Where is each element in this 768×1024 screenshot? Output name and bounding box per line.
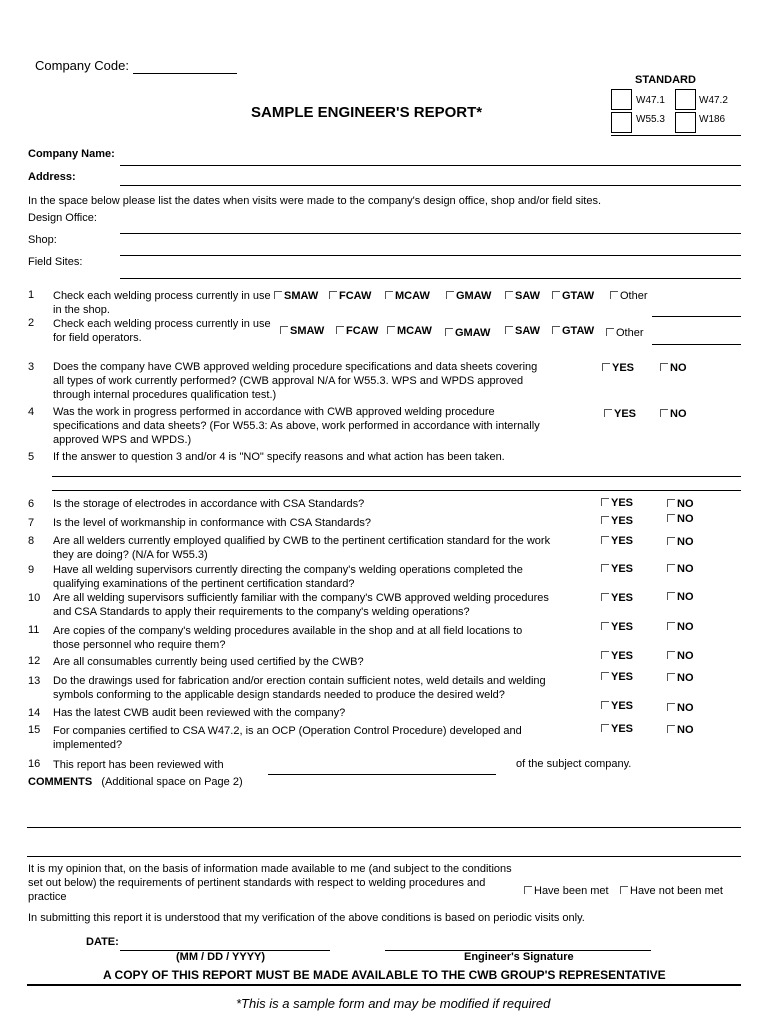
no-label: NO (677, 650, 694, 662)
q6-number: 6 (28, 498, 35, 510)
company-code-field[interactable] (133, 73, 237, 74)
q13-line: symbols conforming to the applicable design standards needed to produce the desired weld? (53, 689, 505, 701)
standard-checkbox-w55-3[interactable] (611, 112, 632, 133)
q2-gmaw-checkbox[interactable] (445, 327, 490, 339)
process-label: GMAW (455, 327, 491, 339)
submitting-statement: In submitting this report it is understood that my verification of the above conditions is based on periodic visits only. (28, 912, 585, 924)
have-not-been-met-label: Have not been met (630, 885, 723, 897)
q12-no-checkbox[interactable] (667, 650, 694, 662)
q5-answer-line[interactable] (52, 490, 741, 491)
q15-number: 15 (28, 724, 41, 736)
q8-no-checkbox[interactable] (667, 536, 694, 548)
q14-number: 14 (28, 707, 41, 719)
yes-label: YES (611, 621, 634, 633)
q13-text (53, 674, 546, 702)
q11-text (53, 624, 522, 652)
no-label: NO (670, 408, 687, 420)
address-field[interactable] (120, 185, 741, 186)
q1-line: in the shop. (53, 304, 110, 316)
q1-gtaw-checkbox[interactable] (552, 290, 594, 302)
date-label: DATE: (86, 936, 119, 948)
q15-line: implemented? (53, 739, 123, 751)
checkbox-icon (274, 291, 282, 299)
checkbox-icon (280, 326, 288, 334)
checkbox-icon (660, 409, 668, 417)
company-code-label: Company Code: (35, 58, 129, 73)
checkbox-icon (601, 564, 609, 572)
shop-label: Shop: (28, 234, 57, 246)
q9-line: Have all welding supervisors currently directing the company's welding operations completed the (53, 564, 523, 576)
process-label: FCAW (339, 290, 372, 302)
checkbox-icon (667, 622, 675, 630)
checkbox-icon (601, 498, 609, 506)
q14-no-checkbox[interactable] (667, 702, 694, 714)
q6-no-checkbox[interactable] (667, 498, 694, 510)
q1-mcaw-checkbox[interactable] (385, 290, 430, 302)
checkbox-icon (667, 725, 675, 733)
yes-label: YES (611, 592, 634, 604)
q4-number: 4 (28, 406, 35, 418)
yes-label: YES (611, 671, 634, 683)
q12-text: Are all consumables currently being used certified by the CWB? (53, 656, 364, 668)
opinion-line: practice (28, 891, 67, 903)
address-label: Address: (28, 171, 76, 183)
q5-text: If the answer to question 3 and/or 4 is "NO" specify reasons and what action has been taken. (53, 451, 505, 463)
process-label: Other (620, 290, 648, 302)
checkbox-icon (445, 328, 453, 336)
no-label: NO (677, 621, 694, 633)
checkbox-icon (601, 724, 609, 732)
q2-other-checkbox[interactable] (606, 327, 644, 339)
checkbox-icon (552, 326, 560, 334)
checkbox-icon (610, 291, 618, 299)
process-label: GMAW (456, 290, 492, 302)
standard-divider (611, 135, 741, 136)
no-label: NO (677, 563, 694, 575)
q9-no-checkbox[interactable] (667, 563, 694, 575)
q1-saw-checkbox[interactable] (505, 290, 540, 302)
checkbox-icon (524, 886, 532, 894)
no-label: NO (677, 536, 694, 548)
checkbox-icon (601, 516, 609, 524)
checkbox-icon (667, 499, 675, 507)
q2-fcaw-checkbox[interactable] (336, 325, 378, 337)
q6-yes-checkbox[interactable] (601, 497, 633, 509)
q1-fcaw-checkbox[interactable] (329, 290, 371, 302)
standard-label: STANDARD (635, 74, 696, 86)
engineer-signature-label: Engineer's Signature (464, 951, 574, 963)
q11-no-checkbox[interactable] (667, 621, 694, 633)
process-label: GTAW (562, 325, 595, 337)
q16-number: 16 (28, 758, 41, 770)
q12-number: 12 (28, 655, 41, 667)
company-name-field[interactable] (120, 165, 741, 166)
checkbox-icon (505, 326, 513, 334)
yes-label: YES (612, 362, 635, 374)
q1-smaw-checkbox[interactable] (274, 290, 318, 302)
q8-number: 8 (28, 535, 35, 547)
opinion-text (28, 862, 512, 904)
standard-w47-2-label: W47.2 (699, 95, 728, 106)
checkbox-icon (667, 651, 675, 659)
yes-label: YES (611, 650, 634, 662)
checkbox-icon (660, 363, 668, 371)
checkbox-icon (601, 672, 609, 680)
q2-smaw-checkbox[interactable] (280, 325, 324, 337)
field-sites-label: Field Sites: (28, 256, 83, 268)
yes-label: YES (611, 497, 634, 509)
q7-no-checkbox[interactable] (667, 513, 694, 525)
checkbox-icon (601, 536, 609, 544)
standard-checkbox-w47-2[interactable] (675, 89, 696, 110)
q13-yes-checkbox[interactable] (601, 671, 633, 683)
standard-checkbox-w47-1[interactable] (611, 89, 632, 110)
process-label: MCAW (395, 290, 430, 302)
visits-intro: In the space below please list the dates when visits were made to the company's design office, shop and/or field sites. (28, 195, 601, 207)
checkbox-icon (604, 409, 612, 417)
q14-yes-checkbox[interactable] (601, 700, 633, 712)
checkbox-icon (601, 622, 609, 630)
company-name-label: Company Name: (28, 148, 115, 160)
q14-text: Has the latest CWB audit been reviewed with the company? (53, 707, 346, 719)
page-title: SAMPLE ENGINEER'S REPORT* (251, 104, 483, 121)
q9-line: qualifying examinations of the pertinent certification standard? (53, 578, 355, 590)
q10-line: Are all welding supervisors sufficiently familiar with the company's CWB approved welding procedures (53, 592, 549, 604)
no-label: NO (677, 513, 694, 525)
checkbox-icon (601, 651, 609, 659)
checkbox-icon (667, 564, 675, 572)
q1-other-field[interactable] (652, 316, 741, 317)
q3-number: 3 (28, 361, 35, 373)
checkbox-icon (385, 291, 393, 299)
comments-field[interactable] (27, 827, 741, 828)
no-label: NO (677, 672, 694, 684)
q5-answer-line[interactable] (52, 476, 741, 477)
q16-suffix: of the subject company. (516, 758, 632, 770)
process-label: FCAW (346, 325, 379, 337)
q7-yes-checkbox[interactable] (601, 515, 633, 527)
copy-notice: A COPY OF THIS REPORT MUST BE MADE AVAILABLE TO THE CWB GROUP'S REPRESENTATIVE (103, 968, 666, 982)
q5-number: 5 (28, 451, 35, 463)
no-label: NO (677, 498, 694, 510)
checkbox-icon (505, 291, 513, 299)
checkbox-icon (667, 514, 675, 522)
design-office-label: Design Office: (28, 212, 97, 224)
q3-no-checkbox[interactable] (660, 362, 687, 374)
q15-yes-checkbox[interactable] (601, 723, 633, 735)
no-label: NO (677, 702, 694, 714)
q2-other-field[interactable] (652, 344, 741, 345)
q11-line: those personnel who require them? (53, 639, 226, 651)
have-not-been-met-checkbox[interactable] (620, 885, 723, 897)
yes-label: YES (611, 723, 634, 735)
design-office-field[interactable] (120, 233, 741, 234)
footer-rule (27, 984, 741, 986)
q2-number: 2 (28, 317, 35, 329)
standard-checkbox-w186[interactable] (675, 112, 696, 133)
q1-number: 1 (28, 289, 35, 301)
yes-label: YES (611, 535, 634, 547)
q13-no-checkbox[interactable] (667, 672, 694, 684)
process-label: SMAW (284, 290, 319, 302)
q1-gmaw-checkbox[interactable] (446, 290, 491, 302)
shop-field[interactable] (120, 255, 741, 256)
checkbox-icon (606, 328, 614, 336)
checkbox-icon (601, 701, 609, 709)
q2-line: Check each welding process currently in use (53, 318, 271, 330)
q2-mcaw-checkbox[interactable] (387, 325, 432, 337)
q3-line: all types of work currently performed? (CWB approval N/A for W55.3. WPS and WPDS approved (53, 375, 524, 387)
footer-note: *This is a sample form and may be modified if required (236, 996, 551, 1011)
checkbox-icon (446, 291, 454, 299)
q3-line: Does the company have CWB approved welding procedure specifications and data sheets covering (53, 361, 538, 373)
q1-other-checkbox[interactable] (610, 290, 648, 302)
q16-text: This report has been reviewed with (53, 759, 224, 771)
q11-number: 11 (28, 624, 40, 636)
q1-text (53, 289, 271, 317)
q4-line: Was the work in progress performed in accordance with CWB approved welding procedure (53, 406, 495, 418)
have-been-met-label: Have been met (534, 885, 609, 897)
checkbox-icon (601, 593, 609, 601)
field-sites-field[interactable] (120, 278, 741, 279)
q6-text: Is the storage of electrodes in accordance with CSA Standards? (53, 498, 365, 510)
q10-no-checkbox[interactable] (667, 591, 694, 603)
checkbox-icon (667, 537, 675, 545)
q2-gtaw-checkbox[interactable] (552, 325, 594, 337)
yes-label: YES (611, 563, 634, 575)
process-label: Other (616, 327, 644, 339)
process-label: MCAW (397, 325, 432, 337)
q4-yes-checkbox[interactable] (604, 408, 636, 420)
no-label: NO (677, 591, 694, 603)
yes-label: YES (611, 515, 634, 527)
checkbox-icon (552, 291, 560, 299)
opinion-line: It is my opinion that, on the basis of information made available to me (and subject to the conditions (28, 863, 512, 875)
q12-yes-checkbox[interactable] (601, 650, 633, 662)
date-format: (MM / DD / YYYY) (176, 951, 266, 963)
q15-line: For companies certified to CSA W47.2, is an OCP (Operation Control Procedure) developed and (53, 725, 522, 737)
q8-line: Are all welders currently employed qualified by CWB to the pertinent certification standard for the work (53, 535, 551, 547)
q3-text (53, 360, 537, 402)
q8-text (53, 534, 550, 562)
q3-yes-checkbox[interactable] (602, 362, 634, 374)
yes-label: YES (614, 408, 637, 420)
q11-line: Are copies of the company's welding procedures available in the shop and at all field locations to (53, 625, 523, 637)
checkbox-icon (620, 886, 628, 894)
q10-text (53, 591, 549, 619)
q8-line: they are doing? (N/A for W55.3) (53, 549, 208, 561)
checkbox-icon (602, 363, 610, 371)
standard-w186-label: W186 (699, 114, 726, 125)
q9-yes-checkbox[interactable] (601, 563, 633, 575)
q10-line: and CSA Standards to apply their requirements to the company's welding operations? (53, 606, 470, 618)
q2-text (53, 317, 271, 345)
q11-yes-checkbox[interactable] (601, 621, 633, 633)
checkbox-icon (667, 673, 675, 681)
q15-no-checkbox[interactable] (667, 724, 694, 736)
checkbox-icon (336, 326, 344, 334)
q4-line: specifications and data sheets? (For W55.3: As above, work performed in accordance with internally (53, 420, 540, 432)
comments-heading (28, 776, 243, 788)
q2-line: for field operators. (53, 332, 142, 344)
checkbox-icon (387, 326, 395, 334)
q15-text (53, 724, 522, 752)
process-label: GTAW (562, 290, 595, 302)
checkbox-icon (667, 592, 675, 600)
q7-number: 7 (28, 517, 35, 529)
q13-line: Do the drawings used for fabrication and/or erection contain sufficient notes, weld details and welding (53, 675, 546, 687)
process-label: SAW (515, 290, 541, 302)
q9-number: 9 (28, 564, 35, 576)
q4-line: approved WPS and WPDS.) (53, 434, 192, 446)
q7-text: Is the level of workmanship in conformance with CSA Standards? (53, 517, 371, 529)
process-label: SMAW (290, 325, 325, 337)
q10-number: 10 (28, 592, 41, 604)
comments-label: COMMENTS (28, 776, 93, 788)
standard-w55-3-label: W55.3 (636, 114, 665, 125)
q4-no-checkbox[interactable] (660, 408, 687, 420)
opinion-line: set out below) the requirements of pertinent standards with respect to welding procedures and (28, 877, 486, 889)
q2-saw-checkbox[interactable] (505, 325, 540, 337)
q13-number: 13 (28, 675, 41, 687)
checkbox-icon (667, 703, 675, 711)
q4-text (53, 405, 540, 447)
standard-w47-1-label: W47.1 (636, 95, 665, 106)
comments-divider (27, 856, 741, 857)
no-label: NO (677, 724, 694, 736)
comments-note: (Additional space on Page 2) (101, 776, 243, 788)
q8-yes-checkbox[interactable] (601, 535, 633, 547)
q9-text (53, 563, 523, 591)
q1-line: Check each welding process currently in use (53, 290, 271, 302)
q10-yes-checkbox[interactable] (601, 592, 633, 604)
q16-reviewed-with-field[interactable] (268, 774, 496, 775)
q3-line: through internal procedures qualification test.) (53, 389, 277, 401)
checkbox-icon (329, 291, 337, 299)
process-label: SAW (515, 325, 541, 337)
yes-label: YES (611, 700, 634, 712)
have-been-met-checkbox[interactable] (524, 885, 609, 897)
no-label: NO (670, 362, 687, 374)
